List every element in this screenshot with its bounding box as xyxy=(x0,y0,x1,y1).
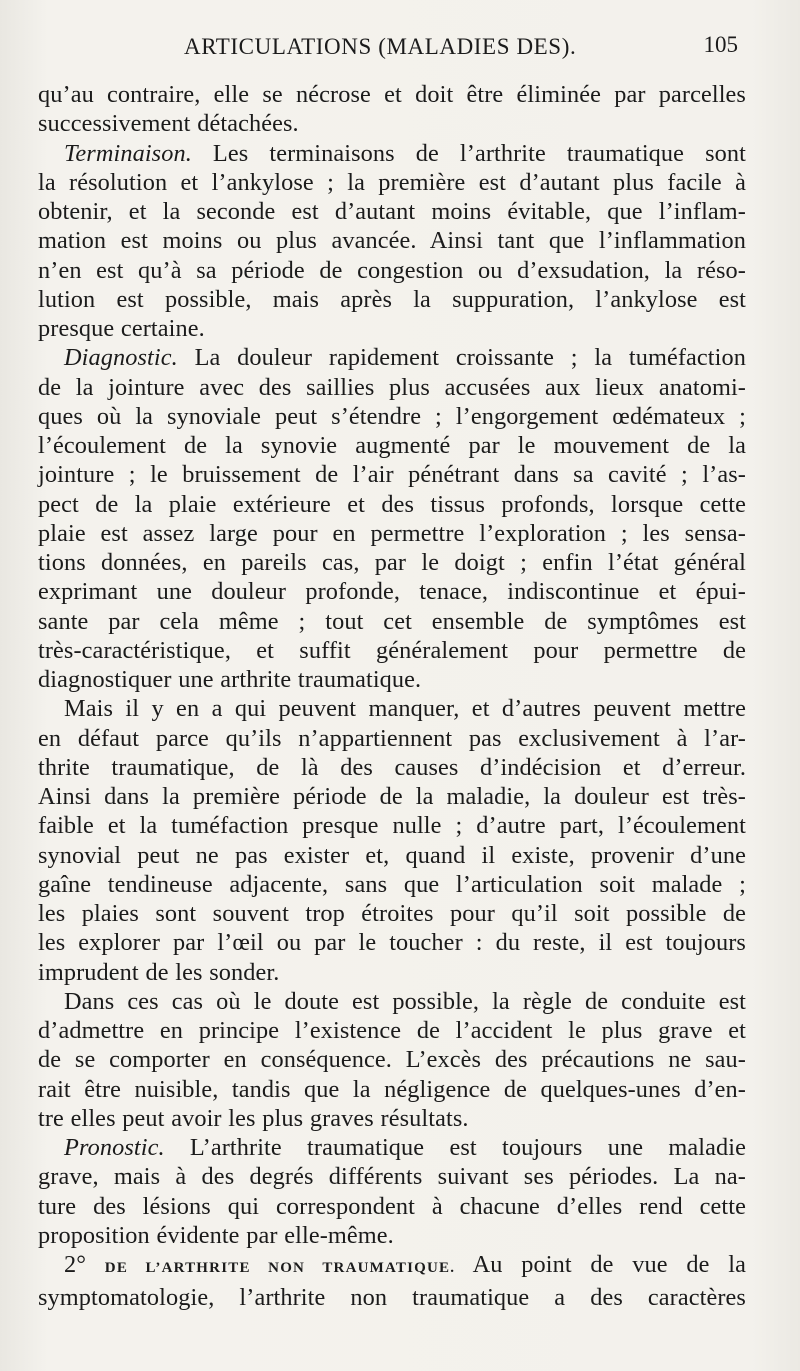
line-text: les explorer par l’œil ou par le toucher : du reste, il est toujours xyxy=(38,929,746,957)
line-text: n’en est qu’à sa période de congestion ou d’exsudation, la réso- xyxy=(38,256,746,284)
text-line xyxy=(38,343,746,372)
text-line xyxy=(38,607,746,636)
line-text: Dans ces cas où le doute est possible, la règle de conduite est xyxy=(64,987,746,1015)
line-text: Ainsi dans la première période de la maladie, la douleur est très- xyxy=(38,783,746,810)
line-text: très-caractéristique, et suffit généralement pour permettre de xyxy=(38,636,746,664)
line-text: successivement détachées. xyxy=(38,110,299,138)
text-line xyxy=(38,782,746,811)
line-text: jointure ; le bruissement de l’air pénétrant dans sa cavité ; l’as- xyxy=(38,461,746,489)
line-text: en défaut parce qu’ils n’appartiennent pas exclusivement à l’ar- xyxy=(38,724,746,752)
line-text: proposition évidente par elle-même. xyxy=(38,1221,394,1249)
line-text: la résolution et l’ankylose ; la première est d’autant plus facile à xyxy=(38,168,746,196)
line-text: symptomatologie, l’arthrite non traumatique a des caractères xyxy=(38,1284,746,1312)
line-text: Les terminaisons de l’arthrite traumatique sont xyxy=(191,139,746,167)
text-line xyxy=(38,928,746,957)
line-text: qu’au contraire, elle se nécrose et doit être éliminée par parcelles xyxy=(38,81,746,108)
line-text: ture des lésions qui correspondent à chacune d’elles rend cette xyxy=(38,1192,746,1220)
line-text: imprudent de les sonder. xyxy=(38,958,280,986)
text-line xyxy=(38,256,746,285)
text-line xyxy=(38,139,746,168)
line-text: l’écoulement de la synovie augmenté par le mouvement de la xyxy=(38,432,746,459)
line-text: rait être nuisible, tandis que la négligence de quelques-unes d’en- xyxy=(38,1075,746,1103)
line-text: diagnostiquer une arthrite traumatique. xyxy=(38,666,422,693)
text-line xyxy=(38,1133,746,1162)
text-line xyxy=(38,958,746,987)
text-line xyxy=(38,1162,746,1191)
line-text: Mais il y en a qui peuvent manquer, et d’autres peuvent mettre xyxy=(64,695,746,723)
line-text: tions données, en pareils cas, par le doigt ; enfin l’état général xyxy=(38,549,746,576)
text-line xyxy=(38,548,746,577)
text-line xyxy=(38,314,746,343)
running-title: ARTICULATIONS (MALADIES DES). xyxy=(184,34,577,59)
text-line xyxy=(38,724,746,753)
text-line xyxy=(38,1016,746,1045)
text-line xyxy=(38,285,746,314)
body-text xyxy=(38,80,746,1313)
text-line xyxy=(38,753,746,782)
line-text: d’admettre en principe l’existence de l’accident le plus grave et xyxy=(38,1017,746,1044)
paragraph-term: Terminaison. xyxy=(64,139,192,167)
text-line xyxy=(38,899,746,928)
line-text: thrite traumatique, de là des causes d’indécision et d’erreur. xyxy=(38,753,746,781)
text-line xyxy=(38,373,746,402)
line-text: pect de la plaie extérieure et des tissus profonds, lorsque cette xyxy=(38,490,746,518)
text-line xyxy=(38,694,746,723)
text-line xyxy=(38,987,746,1016)
text-line xyxy=(38,811,746,840)
text-line xyxy=(38,1104,746,1133)
line-text: lution est possible, mais après la suppuration, l’ankylose est xyxy=(38,285,746,313)
line-text: plaie est assez large pour en permettre l’exploration ; les sensa- xyxy=(38,519,746,547)
section-heading: DE L’ARTHRITE NON TRAUMATIQUE. xyxy=(104,1260,456,1276)
text-line xyxy=(38,168,746,197)
line-text: tre elles peut avoir les plus graves résultats. xyxy=(38,1104,469,1132)
text-line xyxy=(38,431,746,460)
text-line xyxy=(38,870,746,899)
line-text: obtenir, et la seconde est d’autant moins évitable, que l’inflam- xyxy=(38,198,746,225)
text-line xyxy=(38,490,746,519)
line-text: presque certaine. xyxy=(38,315,205,342)
line-text: L’arthrite traumatique est toujours une maladie xyxy=(164,1134,746,1161)
text-line xyxy=(38,1192,746,1221)
line-text: Au point de vue de la xyxy=(455,1251,746,1278)
text-line xyxy=(38,460,746,489)
running-header xyxy=(38,30,738,64)
line-text: exprimant une douleur profonde, tenace, indiscontinue et épui- xyxy=(38,578,746,606)
line-text: La douleur rapidement croissante ; la tuméfaction xyxy=(177,344,746,372)
line-text: grave, mais à des degrés différents suivant ses périodes. La na- xyxy=(38,1163,746,1191)
text-line xyxy=(38,1045,746,1074)
text-line xyxy=(38,665,746,694)
line-text: mation est moins ou plus avancée. Ainsi tant que l’inflammation xyxy=(38,227,746,255)
text-line xyxy=(38,1283,746,1312)
text-line xyxy=(38,226,746,255)
line-text: de la jointure avec des saillies plus accusées aux lieux anatomi- xyxy=(38,373,746,401)
text-line xyxy=(38,109,746,138)
line-text: faible et la tuméfaction presque nulle ; d’autre part, l’écoulement xyxy=(38,812,746,840)
text-line xyxy=(38,519,746,548)
text-line xyxy=(38,80,746,109)
line-text: les plaies sont souvent trop étroites pour qu’il soit possible de xyxy=(38,900,746,927)
paragraph-term: Diagnostic. xyxy=(64,344,178,372)
section-number: 2° xyxy=(64,1251,105,1278)
text-line xyxy=(38,636,746,665)
line-text: ques où la synoviale peut s’étendre ; l’engorgement œdémateux ; xyxy=(38,402,746,430)
text-line xyxy=(38,402,746,431)
text-line xyxy=(38,1075,746,1104)
text-line xyxy=(38,1221,746,1250)
page-number: 105 xyxy=(703,32,738,57)
line-text: de se comporter en conséquence. L’excès des précautions ne sau- xyxy=(38,1046,746,1074)
text-line xyxy=(38,841,746,870)
line-text: gaîne tendineuse adjacente, sans que l’articulation soit malade ; xyxy=(38,870,746,898)
line-text: sante par cela même ; tout cet ensemble de symptômes est xyxy=(38,607,746,635)
paragraph-term: Pronostic. xyxy=(64,1134,165,1161)
text-line xyxy=(38,577,746,606)
text-line xyxy=(38,197,746,226)
line-text: synovial peut ne pas exister et, quand il existe, provenir d’une xyxy=(38,841,746,869)
text-line xyxy=(38,1250,746,1283)
